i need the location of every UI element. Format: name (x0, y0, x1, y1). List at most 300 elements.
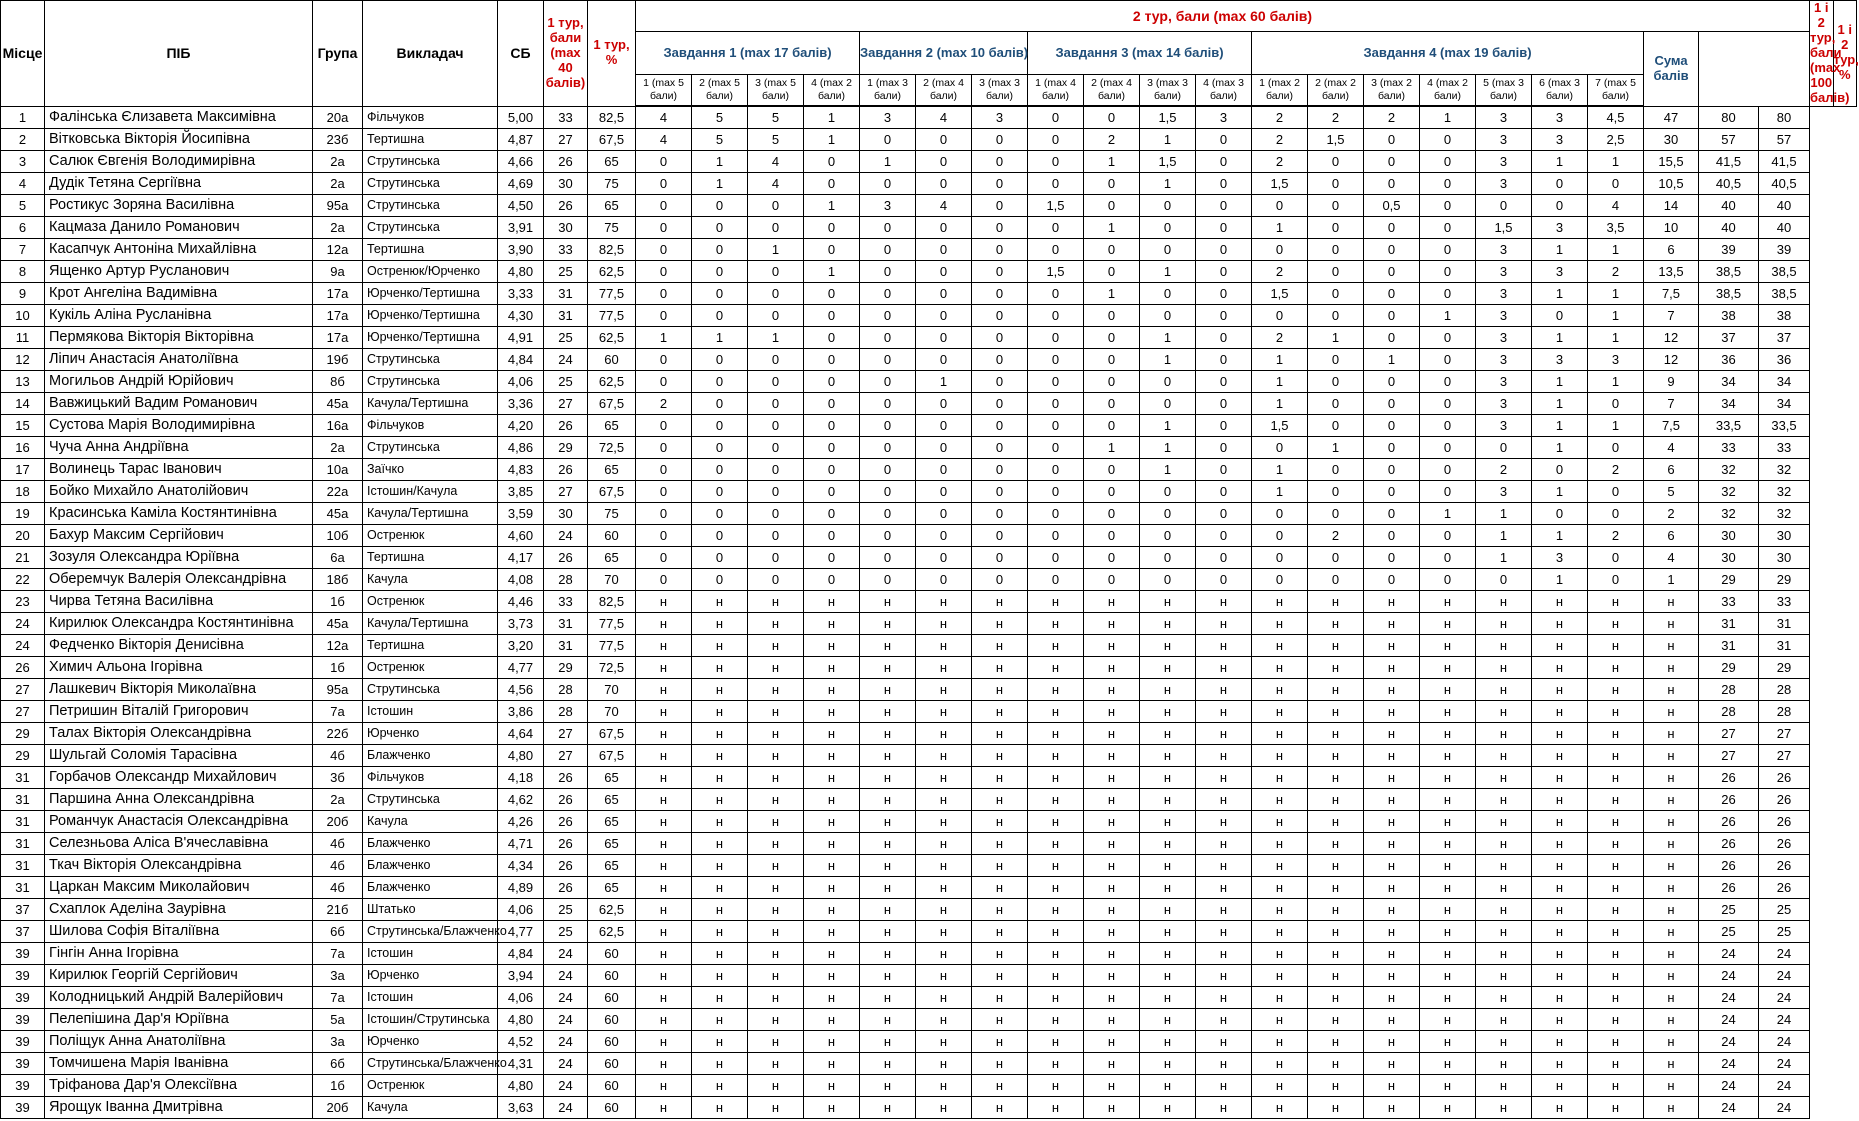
cell-subtask-score: н (860, 678, 916, 700)
cell-avg: 3,94 (498, 964, 544, 986)
cell-subtask-score: н (1532, 1096, 1588, 1118)
cell-subtask-score: н (916, 986, 972, 1008)
cell-total-pct: 57 (1759, 128, 1810, 150)
cell-subtask-score: н (1476, 788, 1532, 810)
cell-subtask-score: н (1532, 766, 1588, 788)
cell-name: Касапчук Антоніна Михайлівна (45, 238, 313, 260)
cell-subtask-score: н (1308, 700, 1364, 722)
cell-subtask-score: 2 (1252, 150, 1308, 172)
cell-subtask-score: н (1532, 700, 1588, 722)
cell-subtask-score: 0 (860, 238, 916, 260)
cell-subtask-score: н (748, 810, 804, 832)
cell-group: 3а (313, 964, 363, 986)
cell-sum: 4 (1644, 436, 1699, 458)
cell-subtask-score: 0 (1196, 458, 1252, 480)
cell-subtask-score: н (916, 832, 972, 854)
cell-subtask-score: 0 (1420, 216, 1476, 238)
cell-subtask-score: н (636, 788, 692, 810)
cell-subtask-score: 0 (1084, 260, 1140, 282)
cell-subtask-score: 0 (1420, 370, 1476, 392)
cell-sum: н (1644, 898, 1699, 920)
cell-total-points: 24 (1699, 1074, 1759, 1096)
cell-subtask-score: н (1196, 1052, 1252, 1074)
cell-subtask-score: н (1084, 788, 1140, 810)
cell-total-pct: 24 (1759, 1052, 1810, 1074)
cell-subtask-score: 0 (860, 172, 916, 194)
cell-avg: 3,20 (498, 634, 544, 656)
table-row (1, 392, 1857, 414)
cell-avg: 4,50 (498, 194, 544, 216)
cell-subtask-score: н (636, 942, 692, 964)
cell-total-points: 25 (1699, 898, 1759, 920)
cell-subtask-score: н (1532, 722, 1588, 744)
cell-sum: 12 (1644, 348, 1699, 370)
table-row (1, 238, 1857, 260)
cell-subtask-score: 0 (1028, 216, 1084, 238)
cell-subtask-score: н (636, 832, 692, 854)
cell-subtask-score: 1 (1140, 326, 1196, 348)
cell-subtask-score: н (636, 744, 692, 766)
cell-subtask-score: 0 (1364, 326, 1420, 348)
table-row (1, 964, 1857, 986)
cell-total-points: 41,5 (1699, 150, 1759, 172)
cell-total-pct: 32 (1759, 502, 1810, 524)
cell-subtask-score: н (1196, 832, 1252, 854)
cell-subtask-score: н (1196, 942, 1252, 964)
cell-subtask-score: н (1140, 788, 1196, 810)
cell-group: 1б (313, 656, 363, 678)
cell-round1-points: 24 (544, 524, 588, 546)
cell-subtask-score: н (1028, 722, 1084, 744)
cell-subtask-score: 3 (1476, 326, 1532, 348)
cell-teacher: Струтинська (363, 370, 498, 392)
table-row (1, 546, 1857, 568)
cell-subtask-score: 1 (1588, 238, 1644, 260)
cell-subtask-score: 0 (916, 238, 972, 260)
cell-name: Химич Альона Ігорівна (45, 656, 313, 678)
cell-subtask-score: н (1028, 898, 1084, 920)
cell-subtask-score: н (1532, 1074, 1588, 1096)
col-header-teacher: Викладач (363, 1, 498, 107)
cell-round1-points: 26 (544, 832, 588, 854)
cell-subtask-score: 2 (1252, 260, 1308, 282)
cell-name: Оберемчук Валерія Олександрівна (45, 568, 313, 590)
cell-subtask-score: 1 (748, 326, 804, 348)
cell-subtask-score: н (748, 788, 804, 810)
cell-subtask-score: 1 (1532, 524, 1588, 546)
cell-teacher: Блажченко (363, 854, 498, 876)
cell-subtask-score: 0 (636, 370, 692, 392)
cell-subtask-score: 0 (636, 414, 692, 436)
cell-teacher: Блажченко (363, 744, 498, 766)
cell-subtask-score: н (860, 1096, 916, 1118)
cell-subtask-score: н (636, 1052, 692, 1074)
cell-subtask-score: н (1028, 700, 1084, 722)
cell-name: Талах Вікторія Олександрівна (45, 722, 313, 744)
cell-round1-points: 30 (544, 216, 588, 238)
cell-total-points: 28 (1699, 700, 1759, 722)
cell-subtask-score: 0 (1028, 414, 1084, 436)
cell-place: 13 (1, 370, 45, 392)
cell-subtask-score: н (1084, 920, 1140, 942)
cell-sum: н (1644, 656, 1699, 678)
cell-total-pct: 40 (1759, 216, 1810, 238)
cell-round1-points: 29 (544, 656, 588, 678)
cell-round1-pct: 60 (588, 986, 636, 1008)
task-3-header: Завдання 3 (max 14 балів) (1028, 32, 1252, 75)
cell-subtask-score: 2 (1476, 458, 1532, 480)
cell-subtask-score: н (692, 656, 748, 678)
cell-total-points: 40 (1699, 216, 1759, 238)
cell-subtask-score: н (1308, 744, 1364, 766)
cell-subtask-score: 0 (1028, 502, 1084, 524)
cell-subtask-score: н (1420, 656, 1476, 678)
subtask-header: 3 (max 3 бали) (1140, 74, 1196, 106)
cell-round1-points: 26 (544, 766, 588, 788)
cell-subtask-score: 0 (1196, 436, 1252, 458)
cell-subtask-score: н (972, 590, 1028, 612)
cell-subtask-score: 0 (1420, 128, 1476, 150)
table-row (1, 524, 1857, 546)
cell-subtask-score: 0 (748, 216, 804, 238)
cell-round1-pct: 72,5 (588, 656, 636, 678)
cell-place: 31 (1, 766, 45, 788)
cell-subtask-score: н (1140, 1052, 1196, 1074)
cell-round1-pct: 60 (588, 964, 636, 986)
cell-subtask-score: 0 (1252, 238, 1308, 260)
cell-subtask-score: 0 (1532, 502, 1588, 524)
cell-subtask-score: 0 (692, 568, 748, 590)
cell-round1-points: 33 (544, 238, 588, 260)
cell-total-pct: 40,5 (1759, 172, 1810, 194)
col-header-sum: Сума балів (1644, 32, 1699, 107)
cell-subtask-score: н (1364, 1052, 1420, 1074)
cell-subtask-score: н (1476, 590, 1532, 612)
cell-subtask-score: 4 (916, 194, 972, 216)
table-row (1, 106, 1857, 128)
cell-subtask-score: 0 (636, 480, 692, 502)
cell-subtask-score: 0 (972, 392, 1028, 414)
cell-avg: 4,91 (498, 326, 544, 348)
cell-sum: 1 (1644, 568, 1699, 590)
cell-subtask-score: 0 (1140, 282, 1196, 304)
cell-subtask-score: 2 (1588, 260, 1644, 282)
cell-subtask-score: 0 (972, 502, 1028, 524)
cell-subtask-score: н (1084, 722, 1140, 744)
cell-subtask-score: н (860, 1074, 916, 1096)
cell-subtask-score: 0 (860, 260, 916, 282)
cell-subtask-score: 2 (1252, 128, 1308, 150)
cell-subtask-score: 0 (972, 436, 1028, 458)
cell-round1-points: 24 (544, 348, 588, 370)
cell-subtask-score: н (1196, 986, 1252, 1008)
cell-round1-points: 24 (544, 1096, 588, 1118)
cell-subtask-score: н (916, 788, 972, 810)
cell-subtask-score: 0 (860, 480, 916, 502)
cell-name: Шульгай Соломія Тарасівна (45, 744, 313, 766)
cell-subtask-score: 0 (1364, 150, 1420, 172)
cell-subtask-score: 1 (1084, 216, 1140, 238)
table-row (1, 348, 1857, 370)
cell-subtask-score: н (1028, 634, 1084, 656)
cell-group: 6б (313, 1052, 363, 1074)
cell-subtask-score: н (1308, 1030, 1364, 1052)
cell-name: Бахур Максим Сергійович (45, 524, 313, 546)
cell-round1-points: 30 (544, 172, 588, 194)
cell-total-points: 40,5 (1699, 172, 1759, 194)
cell-total-points: 34 (1699, 370, 1759, 392)
cell-name: Крот Ангеліна Вадимівна (45, 282, 313, 304)
cell-avg: 4,80 (498, 1008, 544, 1030)
cell-subtask-score: н (1420, 590, 1476, 612)
cell-subtask-score: н (1196, 898, 1252, 920)
cell-subtask-score: 0 (1308, 150, 1364, 172)
cell-subtask-score: 1 (1532, 150, 1588, 172)
table-row (1, 788, 1857, 810)
cell-group: 20а (313, 106, 363, 128)
cell-subtask-score: н (748, 722, 804, 744)
cell-subtask-score: 0 (1420, 524, 1476, 546)
cell-subtask-score: 1 (692, 326, 748, 348)
cell-subtask-score: н (1588, 898, 1644, 920)
cell-total-points: 34 (1699, 392, 1759, 414)
cell-subtask-score: н (636, 766, 692, 788)
cell-round1-points: 25 (544, 370, 588, 392)
cell-total-points: 27 (1699, 744, 1759, 766)
cell-subtask-score: н (804, 898, 860, 920)
cell-teacher: Качула (363, 568, 498, 590)
cell-subtask-score: н (1252, 832, 1308, 854)
cell-avg: 4,83 (498, 458, 544, 480)
cell-total-points: 31 (1699, 612, 1759, 634)
cell-subtask-score: н (1476, 876, 1532, 898)
cell-teacher: Юрченко (363, 722, 498, 744)
cell-subtask-score: 4 (748, 172, 804, 194)
cell-subtask-score: 0 (916, 546, 972, 568)
cell-subtask-score: 0 (748, 568, 804, 590)
cell-subtask-score: 2,5 (1588, 128, 1644, 150)
cell-group: 4б (313, 876, 363, 898)
cell-subtask-score: 2 (1588, 524, 1644, 546)
cell-subtask-score: н (1588, 656, 1644, 678)
cell-subtask-score: н (692, 964, 748, 986)
cell-avg: 3,91 (498, 216, 544, 238)
cell-subtask-score: 0 (636, 458, 692, 480)
cell-subtask-score: 0 (636, 282, 692, 304)
cell-name: Ященко Артур Русланович (45, 260, 313, 282)
cell-teacher: Істошин/Качула (363, 480, 498, 502)
cell-subtask-score: 0 (804, 568, 860, 590)
cell-avg: 4,06 (498, 370, 544, 392)
cell-name: Ліпич Анастасія Анатоліївна (45, 348, 313, 370)
cell-subtask-score: 0 (1084, 480, 1140, 502)
cell-total-pct: 26 (1759, 810, 1810, 832)
cell-subtask-score: н (804, 590, 860, 612)
cell-round1-points: 24 (544, 1052, 588, 1074)
cell-place: 3 (1, 150, 45, 172)
cell-teacher: Юрченко (363, 1030, 498, 1052)
cell-subtask-score: 1 (804, 128, 860, 150)
cell-subtask-score: 0 (1308, 348, 1364, 370)
cell-subtask-score: 0 (860, 568, 916, 590)
cell-total-pct: 36 (1759, 348, 1810, 370)
cell-place: 37 (1, 920, 45, 942)
cell-subtask-score: н (1588, 678, 1644, 700)
cell-round1-pct: 65 (588, 414, 636, 436)
cell-teacher: Юрченко/Тертишна (363, 304, 498, 326)
cell-subtask-score: 0 (860, 370, 916, 392)
cell-subtask-score: 0 (1028, 546, 1084, 568)
cell-round1-points: 26 (544, 546, 588, 568)
cell-group: 12а (313, 238, 363, 260)
cell-subtask-score: 1 (692, 172, 748, 194)
cell-subtask-score: н (1364, 1096, 1420, 1118)
cell-teacher: Юрченко (363, 964, 498, 986)
cell-total-pct: 28 (1759, 700, 1810, 722)
cell-sum: н (1644, 1052, 1699, 1074)
cell-subtask-score: 0 (636, 546, 692, 568)
cell-place: 8 (1, 260, 45, 282)
cell-subtask-score: 0 (860, 282, 916, 304)
cell-subtask-score: н (1028, 744, 1084, 766)
cell-subtask-score: н (1308, 876, 1364, 898)
cell-subtask-score: н (1308, 590, 1364, 612)
cell-sum: н (1644, 766, 1699, 788)
cell-sum: н (1644, 876, 1699, 898)
cell-subtask-score: н (1476, 1096, 1532, 1118)
cell-subtask-score: н (748, 1052, 804, 1074)
cell-subtask-score: н (692, 744, 748, 766)
cell-subtask-score: н (1196, 810, 1252, 832)
cell-subtask-score: 0 (1420, 348, 1476, 370)
cell-subtask-score: 2 (636, 392, 692, 414)
cell-total-pct: 38,5 (1759, 282, 1810, 304)
cell-subtask-score: 0 (636, 348, 692, 370)
cell-subtask-score: 0 (1084, 326, 1140, 348)
cell-subtask-score: н (692, 986, 748, 1008)
cell-subtask-score: 0 (1196, 370, 1252, 392)
cell-subtask-score: н (1084, 700, 1140, 722)
cell-subtask-score: 0 (804, 480, 860, 502)
cell-subtask-score: 1 (1140, 436, 1196, 458)
cell-subtask-score: 3 (1476, 260, 1532, 282)
cell-subtask-score: 0 (1420, 238, 1476, 260)
cell-subtask-score: н (1476, 722, 1532, 744)
cell-subtask-score: 0 (1028, 568, 1084, 590)
cell-total-pct: 27 (1759, 744, 1810, 766)
cell-subtask-score: н (804, 964, 860, 986)
cell-subtask-score: 1 (1140, 458, 1196, 480)
cell-subtask-score: н (636, 678, 692, 700)
cell-total-points: 32 (1699, 458, 1759, 480)
cell-teacher: Істошин (363, 942, 498, 964)
cell-subtask-score: н (1420, 700, 1476, 722)
cell-subtask-score: н (1364, 744, 1420, 766)
cell-sum: н (1644, 810, 1699, 832)
cell-subtask-score: 0 (916, 172, 972, 194)
cell-group: 20б (313, 1096, 363, 1118)
cell-subtask-score: н (1196, 876, 1252, 898)
cell-subtask-score: 5 (692, 128, 748, 150)
cell-avg: 4,64 (498, 722, 544, 744)
cell-subtask-score: 0 (748, 370, 804, 392)
cell-subtask-score: 0 (1364, 392, 1420, 414)
cell-subtask-score: 1 (804, 106, 860, 128)
cell-place: 11 (1, 326, 45, 348)
cell-subtask-score: 0 (860, 128, 916, 150)
cell-round1-points: 24 (544, 986, 588, 1008)
cell-round1-pct: 65 (588, 194, 636, 216)
cell-round1-pct: 62,5 (588, 370, 636, 392)
cell-subtask-score: 0 (748, 260, 804, 282)
cell-subtask-score: 3 (1196, 106, 1252, 128)
table-row (1, 876, 1857, 898)
cell-subtask-score: н (1364, 722, 1420, 744)
cell-subtask-score: н (692, 722, 748, 744)
cell-subtask-score: 0 (1364, 502, 1420, 524)
cell-place: 21 (1, 546, 45, 568)
cell-teacher: Остренюк (363, 590, 498, 612)
cell-subtask-score: 4 (636, 106, 692, 128)
cell-place: 27 (1, 700, 45, 722)
cell-subtask-score: н (1028, 876, 1084, 898)
cell-subtask-score: 0 (1420, 392, 1476, 414)
cell-subtask-score: н (692, 766, 748, 788)
cell-subtask-score: 0 (748, 392, 804, 414)
cell-subtask-score: н (1196, 1096, 1252, 1118)
cell-subtask-score: н (1028, 656, 1084, 678)
cell-subtask-score: 4 (1588, 194, 1644, 216)
cell-subtask-score: 0 (1140, 568, 1196, 590)
cell-subtask-score: 0 (916, 128, 972, 150)
cell-subtask-score: н (1252, 964, 1308, 986)
cell-avg: 4,77 (498, 656, 544, 678)
cell-total-pct: 26 (1759, 832, 1810, 854)
cell-total-pct: 38 (1759, 304, 1810, 326)
cell-subtask-score: 0 (1028, 128, 1084, 150)
cell-subtask-score: 0 (916, 216, 972, 238)
cell-subtask-score: 0 (1308, 238, 1364, 260)
cell-subtask-score: 0 (916, 436, 972, 458)
cell-subtask-score: н (804, 612, 860, 634)
cell-subtask-score: н (1476, 612, 1532, 634)
cell-subtask-score: н (1084, 1008, 1140, 1030)
cell-subtask-score: н (748, 612, 804, 634)
cell-subtask-score: н (804, 1030, 860, 1052)
cell-subtask-score: н (1196, 722, 1252, 744)
cell-group: 9а (313, 260, 363, 282)
cell-round1-points: 26 (544, 854, 588, 876)
cell-subtask-score: 0 (1028, 370, 1084, 392)
cell-subtask-score: н (972, 1096, 1028, 1118)
cell-subtask-score: н (1084, 964, 1140, 986)
cell-place: 29 (1, 744, 45, 766)
cell-subtask-score: 1 (1588, 326, 1644, 348)
cell-round1-pct: 75 (588, 502, 636, 524)
cell-teacher: Тертишна (363, 128, 498, 150)
cell-subtask-score: н (1196, 920, 1252, 942)
cell-subtask-score: н (1532, 744, 1588, 766)
cell-avg: 5,00 (498, 106, 544, 128)
cell-subtask-score: 0 (1420, 436, 1476, 458)
cell-subtask-score: н (860, 1052, 916, 1074)
cell-subtask-score: н (860, 1030, 916, 1052)
cell-subtask-score: 0 (1420, 194, 1476, 216)
cell-subtask-score: 0 (1308, 216, 1364, 238)
cell-teacher: Заїчко (363, 458, 498, 480)
cell-subtask-score: н (1196, 744, 1252, 766)
cell-subtask-score: н (748, 700, 804, 722)
